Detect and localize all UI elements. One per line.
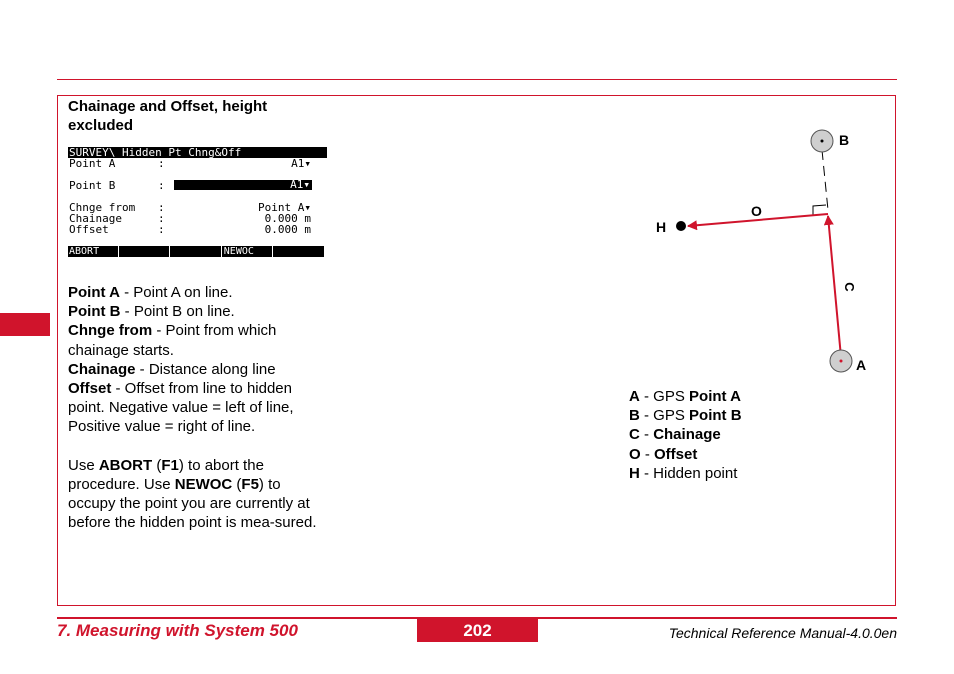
screen-value-chainage: 0.000 m xyxy=(264,212,311,225)
fkey-f5[interactable] xyxy=(274,246,325,257)
definition-point-b: Point B - Point B on line. xyxy=(68,303,235,321)
definition-chainage: Chainage - Distance along line xyxy=(68,360,276,378)
screen-value-point-a[interactable]: A1▾ xyxy=(291,157,311,170)
screen-label-point-a: Point A xyxy=(69,157,116,170)
screen-label-chainage: Chainage xyxy=(69,212,122,225)
screen-colon: : xyxy=(158,157,165,170)
screen-label-point-b: Point B xyxy=(69,179,116,192)
point-b-center xyxy=(821,140,824,143)
legend-item-o: O - Offset xyxy=(629,445,698,463)
hidden-point-h-marker xyxy=(676,221,686,231)
screen-value-point-b[interactable]: A1▾ xyxy=(174,180,312,190)
screen-label-offset: Offset xyxy=(69,223,109,236)
hidden-point-diagram xyxy=(600,120,890,380)
label-h: H xyxy=(656,219,667,235)
screen-value-offset: 0.000 m xyxy=(264,223,311,236)
screen-colon: : xyxy=(158,179,165,192)
fkey-f4-newoc[interactable]: NEWOC xyxy=(223,246,274,257)
diagram-legend xyxy=(629,387,829,483)
line-ab-dashed xyxy=(822,150,828,210)
point-a-center xyxy=(840,360,843,363)
chapter-tab-marker xyxy=(0,313,50,336)
top-rule xyxy=(57,79,897,80)
screen-colon: : xyxy=(158,212,165,225)
manual-title: Technical Reference Manual-4.0.0en xyxy=(668,625,897,641)
chapter-title: 7. Measuring with System 500 xyxy=(57,621,298,640)
legend-item-h: H - Hidden point xyxy=(629,464,738,482)
instrument-screen xyxy=(68,147,327,257)
label-b: B xyxy=(839,132,850,148)
legend-item-a: A - GPS Point A xyxy=(629,388,741,405)
screen-colon: : xyxy=(158,223,165,236)
chainage-arrow xyxy=(828,216,841,357)
usage-paragraph: Use ABORT (F1) to abort the procedure. Use NEWOC (F5) to occupy the point you are currently at before the hidden point is mea-sured. xyxy=(68,456,317,532)
fkey-f1-abort[interactable]: ABORT xyxy=(68,246,119,257)
label-o: O xyxy=(751,203,762,219)
section-title: Chainage and Offset, height excluded xyxy=(68,98,268,134)
fkey-f3[interactable] xyxy=(171,246,222,257)
screen-colon: : xyxy=(158,201,165,214)
label-a: A xyxy=(856,357,867,373)
field-descriptions xyxy=(68,283,330,532)
screen-value-chnge-from[interactable]: Point A▾ xyxy=(258,201,311,214)
definition-chnge-from: Chnge from - Point from which chainage starts. xyxy=(68,322,277,359)
legend-item-c: C - Chainage xyxy=(629,426,721,444)
screen-label-chnge-from: Chnge from xyxy=(69,201,136,214)
function-key-bar xyxy=(68,246,325,257)
definition-offset: Offset - Offset from line to hidden point. Negative value = left of line, Positive value = right of line. xyxy=(68,380,294,436)
page-number: 202 xyxy=(417,619,538,642)
legend-item-b: B - GPS Point B xyxy=(629,407,742,425)
fkey-f2[interactable] xyxy=(120,246,171,257)
label-c: C xyxy=(842,282,857,292)
screen-header: SURVEY\ Hidden Pt Chng&Off xyxy=(68,147,327,158)
definition-point-a: Point A - Point A on line. xyxy=(68,284,233,301)
